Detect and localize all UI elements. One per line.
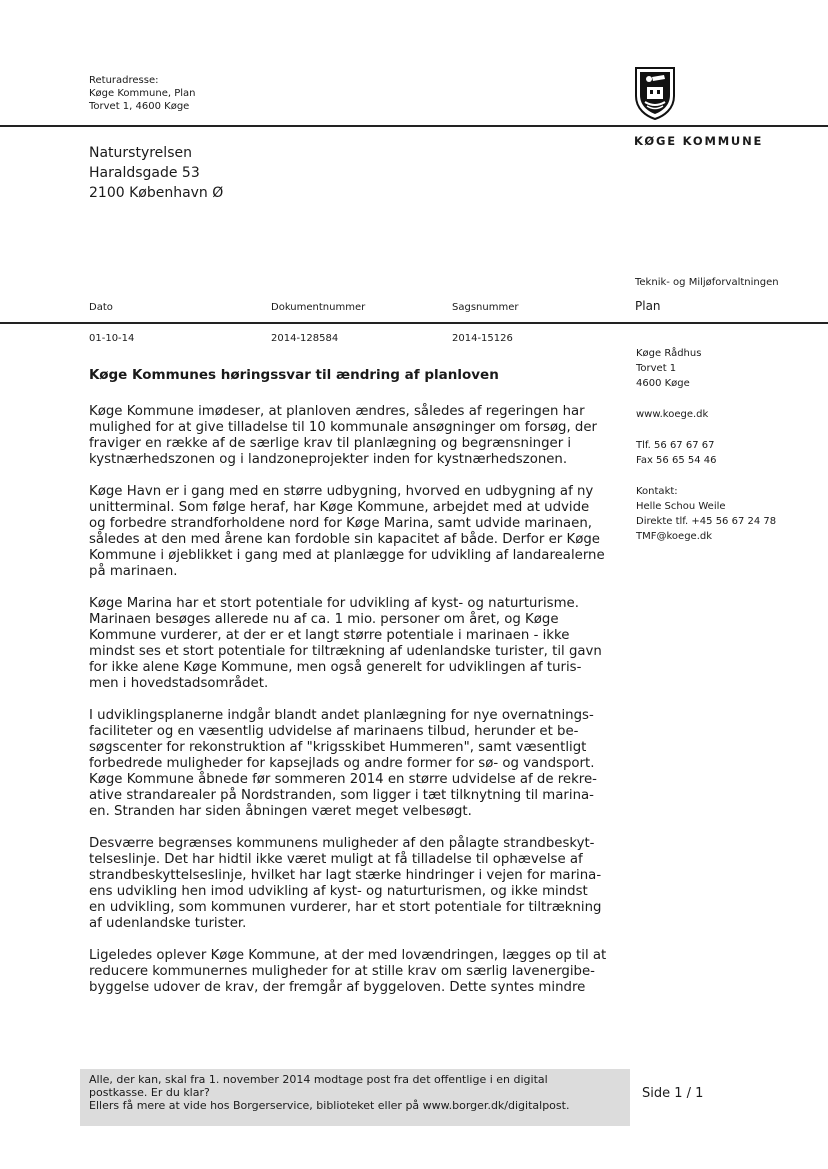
- meta-divider: [0, 322, 828, 324]
- sidebar-phone: Tlf. 56 67 67 67: [636, 440, 715, 451]
- body-line: telseslinje. Det har hidtil ikke været muligt at få tilladelse til ophævelse af: [89, 852, 583, 867]
- body-line: strandbeskyttelseslinje, hvilket har lagt stærke hindringer i vejen for marina-: [89, 868, 602, 883]
- page-number: Side 1 / 1: [642, 1086, 704, 1101]
- sidebar-address: [636, 346, 826, 391]
- sidebar-address-line: 4600 Køge: [636, 378, 690, 389]
- body-paragraph: [89, 484, 629, 580]
- return-address: [89, 74, 289, 113]
- body-line: kystnærhedszonen og i landzoneprojekter inden for kystnærhedszonen.: [89, 452, 568, 467]
- body-line: unitterminal. Som følge heraf, har Køge Kommune, arbejdet med at udvide: [89, 500, 590, 515]
- return-address-street: Torvet 1, 4600 Køge: [89, 101, 190, 112]
- body-line: Kommune i øjeblikket i gang med at planlægge for udvikling af landarealerne: [89, 548, 605, 563]
- body-line: ens udvikling hen imod udvikling af kyst- og naturturismen, og ikke mindst: [89, 884, 588, 899]
- body-line: Desværre begrænses kommunens muligheder af den pålagte strandbeskyt-: [89, 836, 595, 851]
- body-line: for ikke alene Køge Kommune, men også generelt for udviklingen af turis-: [89, 660, 582, 675]
- notice-line: postkasse. Er du klar?: [89, 1086, 210, 1099]
- document-number-label: Dokumentnummer: [271, 302, 366, 313]
- body-line: en udvikling, som kommunen vurderer, har et stort potentiale for tiltrækning: [89, 900, 602, 915]
- digital-post-notice: [89, 1073, 569, 1112]
- body-line: Køge Marina har et stort potentiale for udvikling af kyst- og naturturisme.: [89, 596, 579, 611]
- body-line: reducere kommunernes muligheder for at stille krav om særlig lavenergibe-: [89, 964, 595, 979]
- case-number-value: 2014-15126: [452, 333, 513, 344]
- sidebar-address-line: Køge Rådhus: [636, 348, 702, 359]
- body-line: en. Stranden har siden åbningen været meget velbesøgt.: [89, 804, 472, 819]
- notice-line: Alle, der kan, skal fra 1. november 2014 modtage post fra det offentlige i en digital: [89, 1073, 548, 1086]
- body-paragraph: [89, 948, 629, 996]
- body-paragraph: [89, 708, 629, 820]
- body-line: Ligeledes oplever Køge Kommune, at der med lovændringen, lægges op til at: [89, 948, 607, 963]
- recipient-name: Naturstyrelsen: [89, 145, 192, 161]
- body-line: mindst ses et stort potentiale for tiltrækning af udenlandske turister, til gavn: [89, 644, 602, 659]
- sidebar-contact-label: Kontakt:: [636, 486, 678, 497]
- body-line: I udviklingsplanerne indgår blandt andet planlægning for nye overnatnings-: [89, 708, 594, 723]
- letter-body: [89, 404, 629, 1012]
- sidebar-phones: [636, 438, 826, 468]
- sidebar-contact: [636, 484, 826, 544]
- body-line: Køge Havn er i gang med en større udbygning, hvorved en udbygning af ny: [89, 484, 594, 499]
- department-unit: Plan: [635, 299, 661, 313]
- body-line: ative strandarealer på Nordstranden, som ligger i tæt tilknytning til marina-: [89, 788, 594, 803]
- header-divider: [0, 125, 828, 127]
- date-value: 01-10-14: [89, 333, 135, 344]
- sidebar-address-line: Torvet 1: [636, 363, 677, 374]
- body-line: fraviger en række af de særlige krav til planlægning og begrænsninger i: [89, 436, 572, 451]
- body-paragraph: [89, 596, 629, 692]
- body-paragraph: [89, 404, 629, 468]
- body-line: søgscenter for rekonstruktion af "krigsskibet Hummeren", samt væsentligt: [89, 740, 587, 755]
- sidebar-fax: Fax 56 65 54 46: [636, 455, 717, 466]
- date-label: Dato: [89, 302, 113, 313]
- sidebar-email: TMF@koege.dk: [636, 531, 713, 542]
- sidebar-web: www.koege.dk: [636, 409, 709, 420]
- recipient-city: 2100 København Ø: [89, 185, 224, 201]
- body-line: af udenlandske turister.: [89, 916, 247, 931]
- crest-icon: [633, 66, 677, 120]
- body-line: og forbedre strandforholdene nord for Køge Marina, samt udvide marinaen,: [89, 516, 593, 531]
- body-line: Køge Kommune åbnede før sommeren 2014 en større udvidelse af de rekre-: [89, 772, 597, 787]
- body-line: faciliteter og en væsentlig udvidelse af marinaens tilbud, herunder et be-: [89, 724, 579, 739]
- body-line: således at den med årene kan fordoble sin kapacitet af både. Derfor er Køge: [89, 532, 600, 547]
- body-line: byggelse udover de krav, der fremgår af byggeloven. Dette syntes mindre: [89, 980, 586, 995]
- body-line: forbedrede muligheder for kapsejlads og andre former for sø- og vandsport.: [89, 756, 595, 771]
- body-paragraph: [89, 836, 629, 932]
- case-number-label: Sagsnummer: [452, 302, 519, 313]
- notice-line: Ellers få mere at vide hos Borgerservice, biblioteket eller på www.borger.dk/digitalpost.: [89, 1099, 570, 1112]
- municipality-brand-name: KØGE KOMMUNE: [634, 134, 764, 148]
- return-address-org: Køge Kommune, Plan: [89, 88, 196, 99]
- sidebar-contact-name: Helle Schou Weile: [636, 501, 726, 512]
- body-line: Marinaen besøges allerede nu af ca. 1 mio. personer om året, og Køge: [89, 612, 559, 627]
- recipient-street: Haraldsgade 53: [89, 165, 200, 181]
- body-line: mulighed for at give tilladelse til 10 kommunale ansøgninger om forsøg, der: [89, 420, 598, 435]
- koege-crest-logo: [633, 66, 677, 120]
- recipient-address: [89, 143, 223, 203]
- department-name: Teknik- og Miljøforvaltningen: [635, 277, 779, 288]
- body-line: Kommune vurderer, at der er et langt større potentiale i marinaen - ikke: [89, 628, 570, 643]
- sidebar-direct-phone: Direkte tlf. +45 56 67 24 78: [636, 516, 777, 527]
- body-line: Køge Kommune imødeser, at planloven ændres, således af regeringen har: [89, 404, 585, 419]
- return-address-label: Returadresse:: [89, 75, 159, 86]
- letter-subject: Køge Kommunes høringssvar til ændring af planloven: [89, 367, 499, 383]
- document-number-value: 2014-128584: [271, 333, 339, 344]
- body-line: men i hovedstadsområdet.: [89, 676, 269, 691]
- body-line: på marinaen.: [89, 564, 178, 579]
